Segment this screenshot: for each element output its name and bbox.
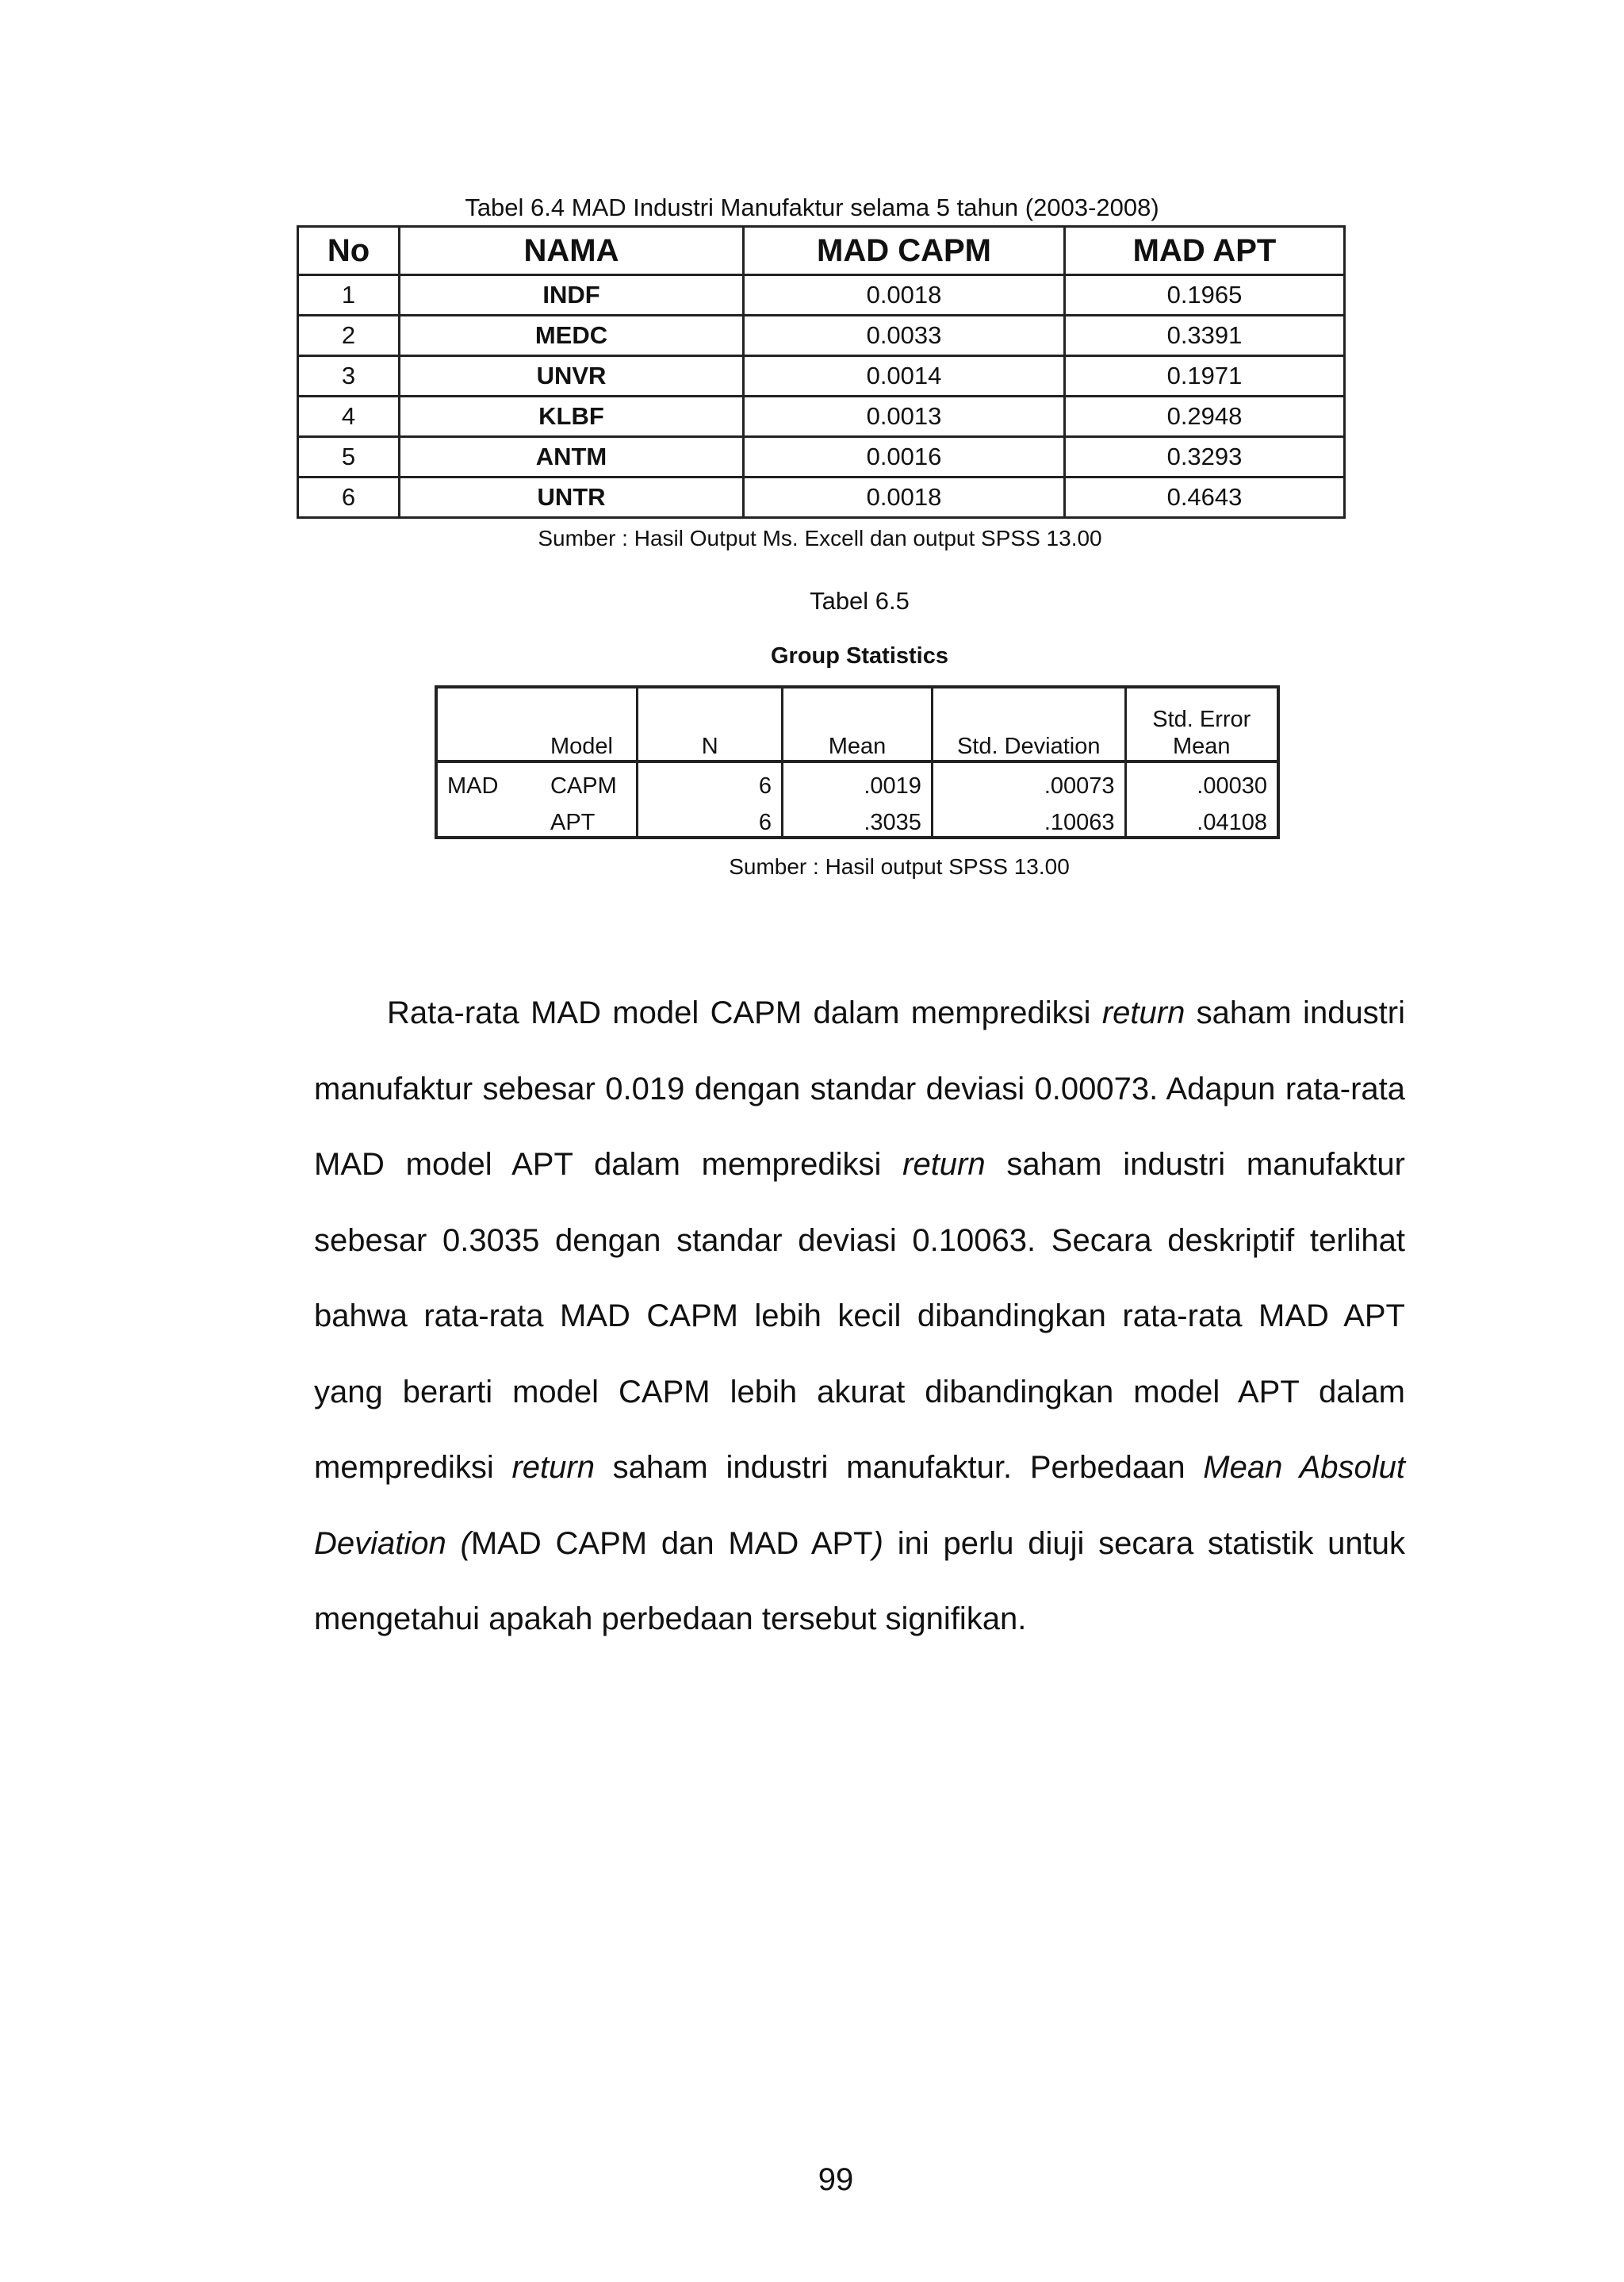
cell-mad-apt: 0.2948 (1065, 397, 1345, 437)
header-n: N (638, 687, 783, 761)
cell-n: 6 (638, 761, 783, 800)
table-6-4-source: Sumber : Hasil Output Ms. Excell dan output SPSS 13.00 (538, 526, 1102, 550)
group-statistics-table (435, 685, 1280, 839)
paragraph-italic: return (902, 1147, 986, 1182)
cell-nama: ANTM (400, 437, 744, 477)
cell-mad-capm: 0.0013 (744, 397, 1065, 437)
table-row (298, 356, 1345, 397)
header-std-deviation: Std. Deviation (932, 687, 1125, 761)
page-number: 99 (818, 2162, 854, 2197)
header-model: Model (541, 687, 638, 761)
paragraph-italic: return (511, 1450, 595, 1485)
cell-nama: UNVR (400, 356, 744, 397)
cell-std-deviation: .00073 (932, 761, 1125, 800)
table-row (436, 800, 1278, 838)
paragraph-text: saham industri manufaktur sebesar 0.019 dengan standar deviasi 0.00073. Adapun rata-rata MAD model APT dalam memprediksi (314, 995, 1406, 1182)
cell-no: 4 (298, 397, 400, 437)
paragraph-italic: ) (872, 1525, 883, 1561)
table-header-row (436, 687, 1278, 761)
paragraph-italic: return (1101, 995, 1185, 1030)
cell-mad-capm: 0.0018 (744, 275, 1065, 316)
cell-mad-apt: 0.4643 (1065, 477, 1345, 518)
cell-no: 3 (298, 356, 400, 397)
table-row (298, 437, 1345, 477)
cell-mad-apt: 0.3293 (1065, 437, 1345, 477)
header-std-error-mean (1125, 687, 1278, 761)
cell-no: 6 (298, 477, 400, 518)
table-row (298, 477, 1345, 518)
table-6-4 (297, 225, 1346, 519)
cell-mad-capm: 0.0014 (744, 356, 1065, 397)
table-row (436, 761, 1278, 800)
body-paragraph (314, 976, 1405, 1658)
cell-mad-apt: 0.3391 (1065, 316, 1345, 356)
cell-std-error: .04108 (1125, 800, 1278, 838)
cell-nama: UNTR (400, 477, 744, 518)
cell-model: APT (541, 800, 638, 838)
table-row (298, 397, 1345, 437)
table-row (298, 275, 1345, 316)
cell-no: 5 (298, 437, 400, 477)
cell-mad-capm: 0.0018 (744, 477, 1065, 518)
cell-nama: INDF (400, 275, 744, 316)
header-std-error-line2: Mean (1173, 734, 1231, 759)
paragraph-text: Rata-rata MAD model CAPM dalam memprediksi (387, 995, 1102, 1030)
table-6-4-title: Tabel 6.4 MAD Industri Manufaktur selama 5 tahun (2003-2008) (465, 194, 1159, 221)
header-no: No (298, 227, 400, 275)
row-group-label: MAD (436, 761, 541, 800)
table-6-5-source: Sumber : Hasil output SPSS 13.00 (729, 854, 1070, 879)
cell-mad-apt: 0.1965 (1065, 275, 1345, 316)
header-nama: NAMA (400, 227, 744, 275)
paragraph-text: saham industri manufaktur. Perbedaan (594, 1450, 1204, 1485)
paragraph-text: saham industri manufaktur sebesar 0.3035 dengan standar deviasi 0.10063. Secara deskriptif terlihat bahwa rata-rata MAD CAPM lebih kecil dibandingkan rata-rata MAD APT yang berarti model CAPM lebih akurat dibandingkan model APT dalam memprediksi (314, 1147, 1405, 1485)
cell-std-error: .00030 (1125, 761, 1278, 800)
paragraph-italic: Mean Absolut Deviation ( (314, 1450, 1406, 1561)
header-mad-apt: MAD APT (1065, 227, 1345, 275)
table-row (298, 316, 1345, 356)
cell-mad-capm: 0.0016 (744, 437, 1065, 477)
paragraph-text: ini perlu diuji secara statistik untuk mengetahui apakah perbedaan tersebut signifikan. (314, 1525, 1405, 1636)
cell-mad-apt: 0.1971 (1065, 356, 1345, 397)
cell-no: 2 (298, 316, 400, 356)
cell-std-deviation: .10063 (932, 800, 1125, 838)
table-6-5-caption: Group Statistics (771, 643, 948, 669)
cell-mad-capm: 0.0033 (744, 316, 1065, 356)
cell-no: 1 (298, 275, 400, 316)
paragraph-text: MAD CAPM dan MAD APT (470, 1525, 873, 1561)
cell-nama: MEDC (400, 316, 744, 356)
cell-model: CAPM (550, 773, 617, 799)
table-header-row (298, 227, 1345, 275)
cell-n: 6 (638, 800, 783, 838)
header-std-error-line1: Std. Error (1152, 707, 1251, 732)
cell-mean: .0019 (783, 761, 933, 800)
cell-mean: .3035 (783, 800, 933, 838)
table-6-5-title: Tabel 6.5 (810, 587, 910, 615)
header-mean: Mean (783, 687, 933, 761)
header-mad-capm: MAD CAPM (744, 227, 1065, 275)
cell-nama: KLBF (400, 397, 744, 437)
